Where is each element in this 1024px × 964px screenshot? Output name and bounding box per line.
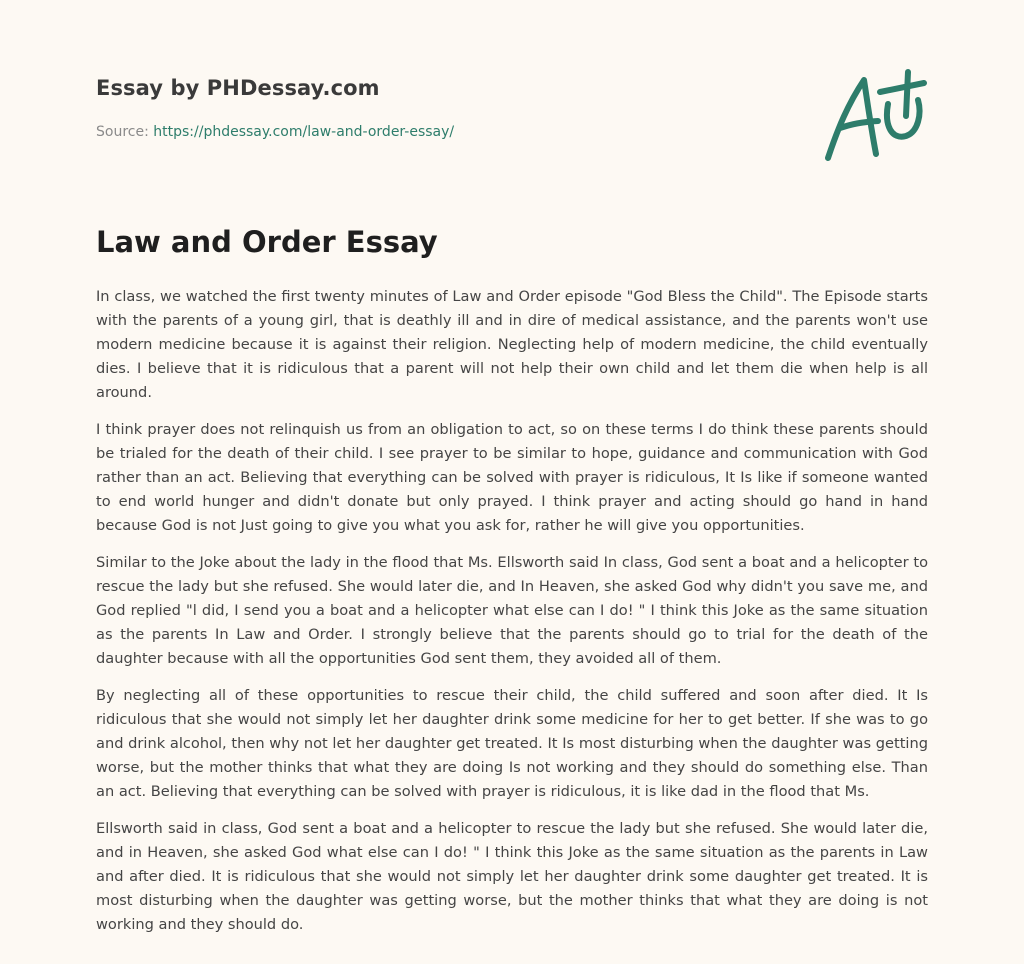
brand-title: Essay by PHDessay.com (96, 76, 380, 100)
source-link[interactable]: https://phdessay.com/law-and-order-essay/ (153, 124, 455, 140)
essay-paragraph: Ellsworth said in class, God sent a boat and a helicopter to rescue the lady but she refused. She would later die, and in Heaven, she asked God what else can I do! " I think this Joke as the same situation as the parents in Law and after died. It is ridiculous that she would not simply let her daughter drink some daughter get treated. It is most disturbing when the daughter was getting worse, but the mother thinks that what they are doing is not working and they should do. (96, 820, 928, 933)
source-label: Source: (96, 124, 149, 140)
essay-paragraph: In class, we watched the first twenty minutes of Law and Order episode "God Bless the Child". The Episode starts with the parents of a young girl, that is deathly ill and in dire of medical assistance, and the parents won't use modern medicine because it is against their religion. Neglecting help of modern medicine, the child eventually dies. I believe that it is ridiculous that a parent will not help their own child and let them die when help is all around. (96, 288, 928, 401)
a-plus-logo-icon (818, 66, 930, 166)
essay-body (96, 285, 928, 950)
source-line (96, 124, 454, 140)
essay-paragraph: Similar to the Joke about the lady in the flood that Ms. Ellsworth said In class, God sent a boat and a helicopter to rescue the lady but she refused. She would later die, and In Heaven, she asked God why didn't you save me, and God replied "l did, I send you a boat and a helicopter what else can I do! " I think this Joke as the same situation as the parents In Law and Order. I strongly believe that the parents should go to trial for the death of the daughter because with all the opportunities God sent them, they avoided all of them. (96, 554, 928, 667)
essay-paragraph: By neglecting all of these opportunities to rescue their child, the child suffered and soon after died. It Is ridiculous that she would not simply let her daughter drink some medicine for her to get better. If she was to go and drink alcohol, then why not let her daughter get treated. It Is most disturbing when the daughter was getting worse, but the mother thinks that what they are doing Is not working and they should do something else. Than an act. Believing that everything can be solved with prayer is ridiculous, it is like dad in the flood that Ms. (96, 687, 928, 800)
essay-title: Law and Order Essay (96, 225, 438, 259)
essay-paragraph: I think prayer does not relinquish us from an obligation to act, so on these terms I do think these parents should be trialed for the death of their child. I see prayer to be similar to hope, guidance and communication with God rather than an act. Believing that everything can be solved with prayer is ridiculous, It Is like if someone wanted to end world hunger and didn't donate but only prayed. I think prayer and acting should go hand in hand because God is not Just going to give you what you ask for, rather he will give you opportunities. (96, 421, 928, 534)
